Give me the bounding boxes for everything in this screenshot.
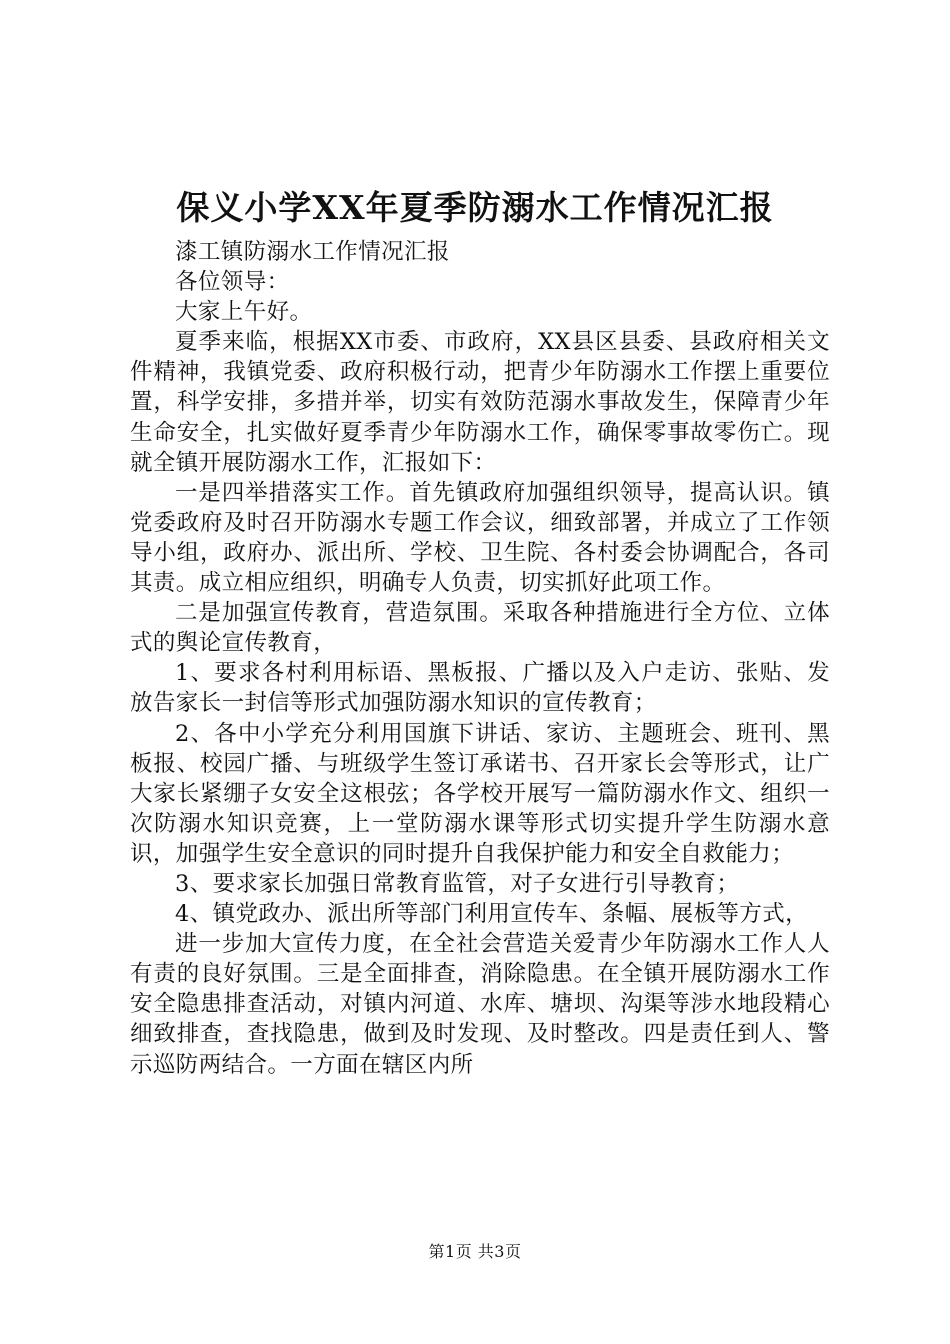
paragraph-intro: 夏季来临，根据XX市委、市政府，XX县区县委、县政府相关文件精神，我镇党委、政府积极行动，把青少年防溺水工作摆上重要位置，科学安排，多措并举，切实有效防范溺水事故发生，保障青少年生命安全，扎实做好夏季青少年防溺水工作，确保零事故零伤亡。现就全镇开展防溺水工作，汇报如下： [130, 329, 830, 476]
document-title: 保义小学XX年夏季防溺水工作情况汇报 [176, 188, 774, 227]
paragraph-subtitle: 漆工镇防溺水工作情况汇报 [175, 239, 450, 265]
paragraph-item-4: 4、镇党政办、派出所等部门利用宣传车、条幅、展板等方式， [175, 901, 809, 928]
paragraph-item-3: 3、要求家长加强日常教育监管，对子女进行引导教育； [175, 870, 740, 897]
document-body [130, 237, 830, 1080]
page-number-footer: 第1页 共3页 [428, 1242, 522, 1261]
paragraph-item-2: 2、各中小学充分利用国旗下讲话、家访、主题班会、班刊、黑板报、校园广播、与班级学生签订承诺书、召开家长会等形式，让广大家长紧绷子女安全这根弦；各学校开展写一篇防溺水作文、组织一次防溺水知识竞赛，上一堂防溺水课等形式切实提升学生防溺水意识，加强学生安全意识的同时提升自我保护能力和安全自救能力； [130, 720, 830, 867]
paragraph-greeting: 大家上午好。 [175, 299, 313, 326]
paragraph-salutation: 各位领导： [175, 269, 290, 296]
paragraph-item-1: 1、要求各村利用标语、黑板报、广播以及入户走访、张贴、发放告家长一封信等形式加强防溺水知识的宣传教育； [130, 660, 830, 717]
paragraph-continuation: 进一步加大宣传力度，在全社会营造关爱青少年防溺水工作人人有责的良好氛围。三是全面排查，消除隐患。在全镇开展防溺水工作安全隐患排查活动，对镇内河道、水库、塘坝、沟渠等涉水地段精心细致排查，查找隐患，做到及时发现、及时整改。四是责任到人、警示巡防两结合。一方面在辖区内所 [130, 931, 830, 1078]
paragraph-measure-two: 二是加强宣传教育，营造氛围。采取各种措施进行全方位、立体式的舆论宣传教育， [130, 600, 830, 657]
paragraph-measure-one: 一是四举措落实工作。首先镇政府加强组织领导，提高认识。镇党委政府及时召开防溺水专题工作会议，细致部署，并成立了工作领导小组，政府办、派出所、学校、卫生院、各村委会协调配合，各司其责。成立相应组织，明确专人负责，切实抓好此项工作。 [130, 479, 830, 597]
